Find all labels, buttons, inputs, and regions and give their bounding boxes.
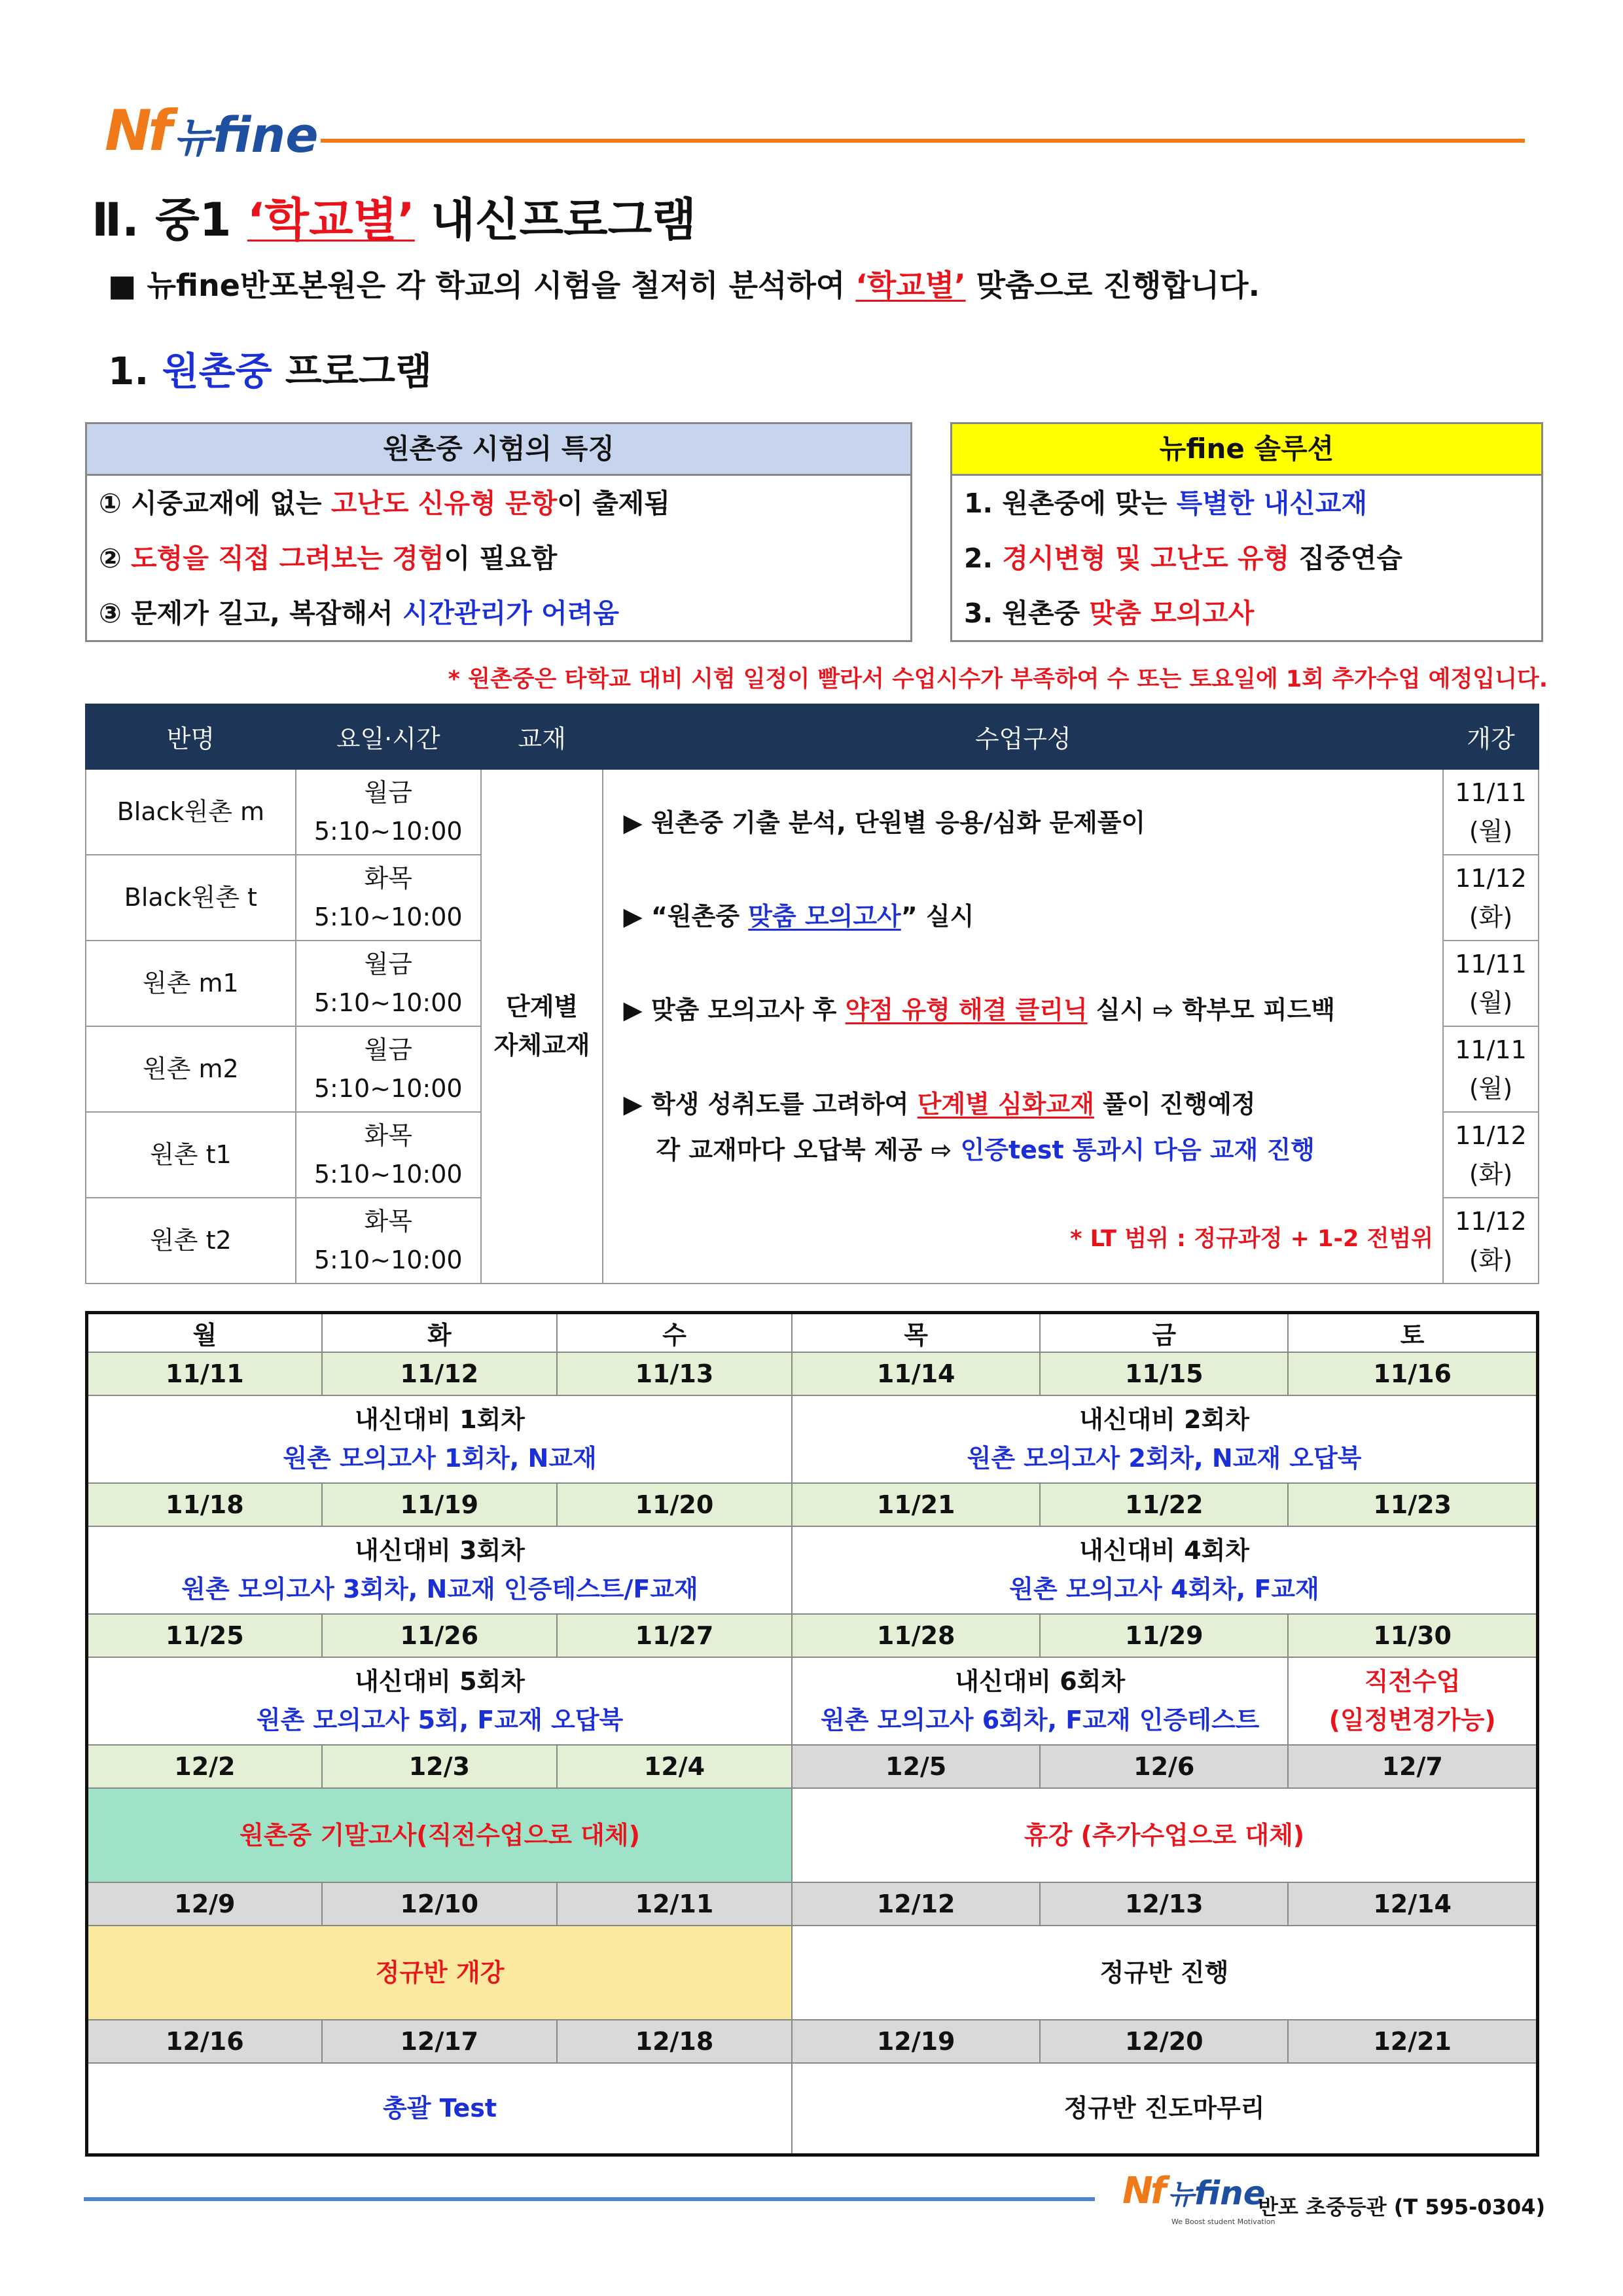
class-name: Black원촌 t [86,855,296,941]
class-name: Black원촌 m [86,769,296,855]
footer-divider [84,2197,1095,2201]
logo-korean: 뉴 [173,114,213,162]
date-cell: 11/23 [1288,1483,1537,1526]
date-cell: 12/5 [792,1745,1040,1788]
feature-line: ① 시중교재에 없는 고난도 신유형 문항이 출제됨 [99,488,670,519]
date-row [87,1614,1538,1657]
logo-fine: fine [213,107,319,164]
lt-range-note: * LT 범위 : 정규과정 + 1-2 전범위 [1070,1226,1433,1252]
schedule-calendar [85,1311,1539,2157]
weekday-cell: 목 [792,1313,1040,1353]
date-cell: 11/28 [792,1614,1040,1657]
date-cell: 11/26 [322,1614,557,1657]
event-cell: 내신대비 2회차 원촌 모의고사 2회차, N교재 오답북 [792,1395,1537,1483]
date-cell: 11/14 [792,1352,1040,1395]
event-cell: 정규반 진행 [792,1926,1537,2020]
event-row [87,1526,1538,1614]
content-line: ▶ 학생 성취도를 고려하여 단계별 심화교재 풀이 진행예정 [623,1090,1256,1119]
date-cell: 11/20 [557,1483,792,1526]
date-cell: 12/20 [1040,2020,1288,2063]
class-name: 원촌 m2 [86,1026,296,1112]
class-name: 원촌 t1 [86,1112,296,1198]
weekday-cell: 화 [322,1313,557,1353]
class-table [85,704,1539,1284]
content-line: 각 교재마다 오답북 제공 ⇨ 인증test 통과시 다음 교재 진행 [656,1136,1315,1164]
footer-branch-info: 반포 초중등관 (T 595-0304) [1258,2195,1546,2219]
class-day-time: 월금 5:10~10:00 [296,1026,481,1112]
date-cell: 12/2 [87,1745,322,1788]
date-cell: 11/29 [1040,1614,1288,1657]
event-row [87,1926,1538,2020]
date-cell: 11/30 [1288,1614,1537,1657]
event-cell: 휴강 (추가수업으로 대체) [792,1788,1537,1882]
textbook-cell: 단계별 자체교재 [481,769,603,1283]
class-day-time: 월금 5:10~10:00 [296,941,481,1026]
content-cell [603,769,1443,1283]
class-start: 11/11 (월) [1443,769,1539,855]
col-start: 개강 [1443,704,1539,769]
date-cell: 11/12 [322,1352,557,1395]
event-cell: 정규반 진도마무리 [792,2063,1537,2155]
event-cell: 내신대비 4회차 원촌 모의고사 4회차, F교재 [792,1526,1537,1614]
date-cell: 11/11 [87,1352,322,1395]
weekday-row [87,1313,1538,1353]
footer-logo-mark: Nf [1122,2170,1164,2212]
date-cell: 12/4 [557,1745,792,1788]
event-cell: 정규반 개강 [87,1926,793,2020]
col-textbook: 교재 [481,704,603,769]
date-cell: 12/6 [1040,1745,1288,1788]
class-start: 11/12 (화) [1443,1112,1539,1198]
col-class-name: 반명 [86,704,296,769]
date-row [87,1745,1538,1788]
exam-features-header: 원촌중 시험의 특징 [87,424,910,476]
date-cell: 11/22 [1040,1483,1288,1526]
solution-line: 2. 경시변형 및 고난도 유형 집중연습 [964,543,1402,574]
date-cell: 12/7 [1288,1745,1537,1788]
intro-text: ■ 뉴fine반포본원은 각 학교의 시험을 철저히 분석하여 ‘학교별’ 맞춤으로 진행합니다. [108,268,1260,303]
event-row [87,2063,1538,2155]
date-cell: 11/27 [557,1614,792,1657]
class-start: 11/11 (월) [1443,1026,1539,1112]
section-title: 1. 원촌중 프로그램 [108,349,432,393]
class-table-header [86,704,1539,769]
date-row [87,2020,1538,2063]
date-cell: 12/9 [87,1882,322,1926]
event-cell: 내신대비 1회차 원촌 모의고사 1회차, N교재 [87,1395,793,1483]
footer-tagline: We Boost student Motivation [1171,2217,1275,2226]
event-row [87,1395,1538,1483]
class-start: 11/12 (화) [1443,1198,1539,1283]
content-line: ▶ “원촌중 맞춤 모의고사” 실시 [623,902,974,931]
date-cell: 11/25 [87,1614,322,1657]
date-cell: 12/19 [792,2020,1040,2063]
date-cell: 12/14 [1288,1882,1537,1926]
date-cell: 12/10 [322,1882,557,1926]
date-cell: 12/12 [792,1882,1040,1926]
feature-line: ③ 문제가 길고, 복잡해서 시간관리가 어려움 [99,598,619,629]
brand-logo [105,98,318,164]
col-content: 수업구성 [603,704,1443,769]
footer-logo-korean: 뉴 [1168,2178,1194,2210]
class-name: 원촌 m1 [86,941,296,1026]
content-line: ▶ 원촌중 기출 분석, 단원별 응용/심화 문제풀이 [623,808,1146,837]
solutions-box [950,422,1543,642]
event-cell: 총괄 Test [87,2063,793,2155]
event-row [87,1788,1538,1882]
page-title: Ⅱ. 중1 ‘학교별’ 내신프로그램 [92,193,696,247]
weekday-cell: 토 [1288,1313,1537,1353]
schedule-note: * 원촌중은 타학교 대비 시험 일정이 빨라서 수업시수가 부족하여 수 또는 토요일에 1회 추가수업 예정입니다. [448,666,1548,692]
date-cell: 12/18 [557,2020,792,2063]
class-day-time: 월금 5:10~10:00 [296,769,481,855]
solutions-header: 뉴fine 솔루션 [952,424,1541,476]
date-row [87,1882,1538,1926]
logo-mark: Nf [105,98,169,164]
date-cell: 12/11 [557,1882,792,1926]
date-cell: 12/3 [322,1745,557,1788]
class-name: 원촌 t2 [86,1198,296,1283]
footer-logo-fine: fine [1194,2174,1266,2212]
date-row [87,1483,1538,1526]
exam-features-box [85,422,912,642]
event-cell: 내신대비 5회차 원촌 모의고사 5회, F교재 오답북 [87,1657,793,1745]
date-row [87,1352,1538,1395]
class-day-time: 화목 5:10~10:00 [296,1112,481,1198]
date-cell: 11/16 [1288,1352,1537,1395]
feature-line: ② 도형을 직접 그려보는 경험이 필요함 [99,543,558,574]
class-day-time: 화목 5:10~10:00 [296,855,481,941]
date-cell: 11/13 [557,1352,792,1395]
event-row [87,1657,1538,1745]
table-row [86,769,1539,855]
header-divider [321,139,1525,143]
event-cell: 내신대비 6회차 원촌 모의고사 6회차, F교재 인증테스트 [792,1657,1288,1745]
class-day-time: 화목 5:10~10:00 [296,1198,481,1283]
event-cell: 원촌중 기말고사(직전수업으로 대체) [87,1788,793,1882]
col-day-time: 요일·시간 [296,704,481,769]
weekday-cell: 월 [87,1313,322,1353]
date-cell: 11/18 [87,1483,322,1526]
content-line: ▶ 맞춤 모의고사 후 약점 유형 해결 클리닉 실시 ⇨ 학부모 피드백 [623,996,1336,1024]
event-cell: 직전수업 (일정변경가능) [1288,1657,1537,1745]
date-cell: 11/19 [322,1483,557,1526]
weekday-cell: 금 [1040,1313,1288,1353]
date-cell: 12/17 [322,2020,557,2063]
class-start: 11/11 (월) [1443,941,1539,1026]
solution-line: 1. 원촌중에 맞는 특별한 내신교재 [964,488,1368,519]
class-start: 11/12 (화) [1443,855,1539,941]
footer-logo [1122,2170,1266,2212]
date-cell: 12/16 [87,2020,322,2063]
event-cell: 내신대비 3회차 원촌 모의고사 3회차, N교재 인증테스트/F교재 [87,1526,793,1614]
date-cell: 12/13 [1040,1882,1288,1926]
weekday-cell: 수 [557,1313,792,1353]
date-cell: 12/21 [1288,2020,1537,2063]
date-cell: 11/15 [1040,1352,1288,1395]
date-cell: 11/21 [792,1483,1040,1526]
solution-line: 3. 원촌중 맞춤 모의고사 [964,598,1255,629]
